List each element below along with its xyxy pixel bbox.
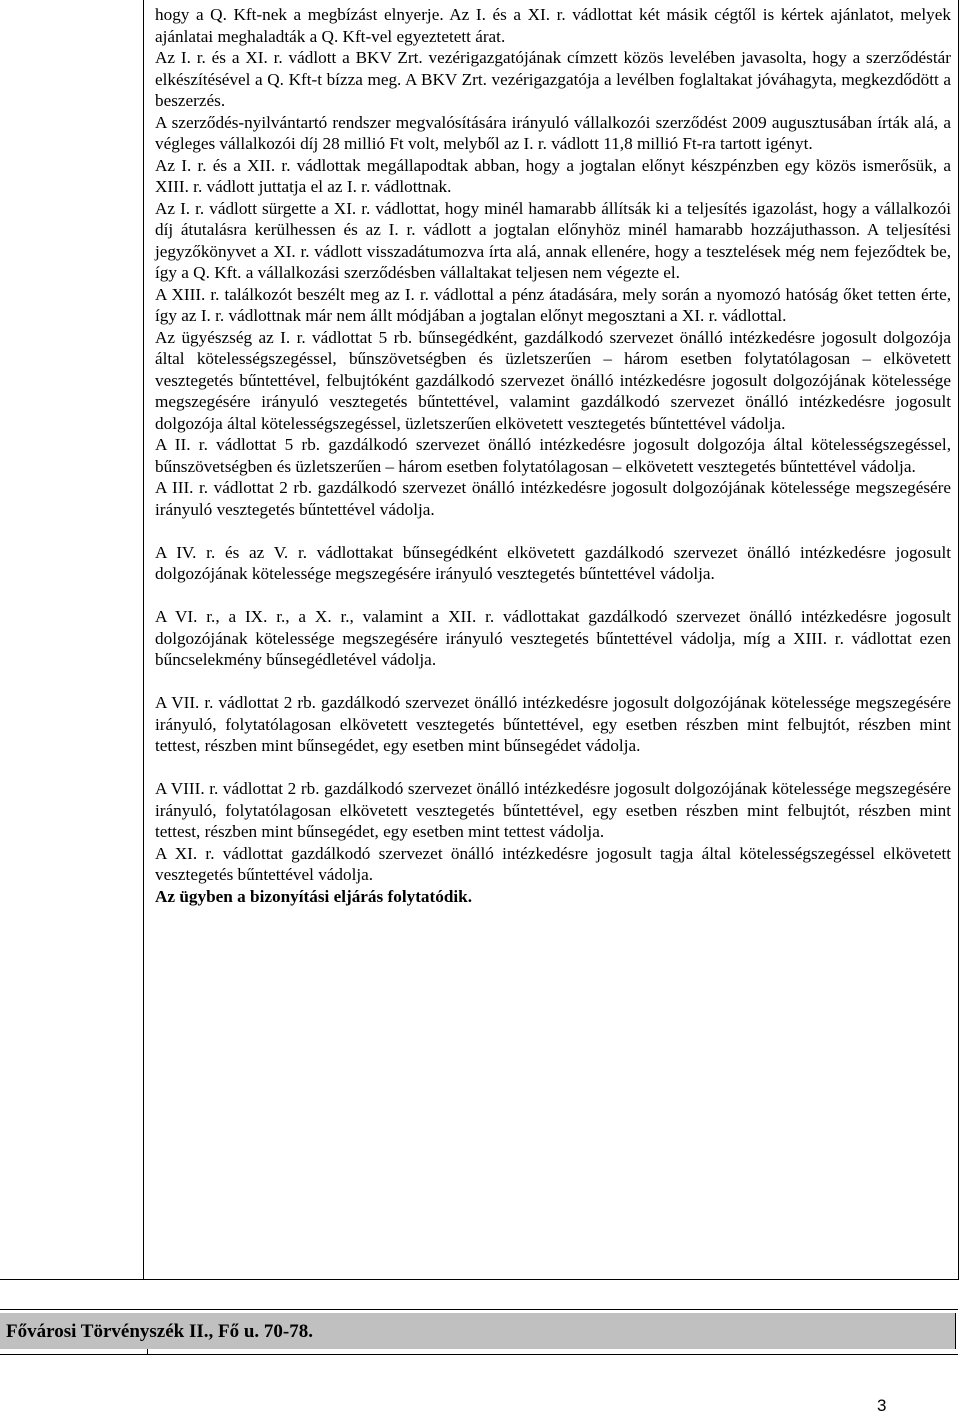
paragraph: A szerződés-nyilvántartó rendszer megvalósítására irányuló vállalkozói szerződést 2009 augusztusában írták alá, a végleges vállalkozói díj 28 millió Ft volt, melyből az I. r. vádlott 11,8 millió Ft-ra tartott igényt. xyxy=(155,112,951,153)
court-address: Fővárosi Törvényszék II., Fő u. 70-78. xyxy=(6,1321,313,1342)
paragraph: A XI. r. vádlottat gazdálkodó szervezet önálló intézkedésre jogosult tagja által kötelességszegéssel elkövetett vesztegetés bűntettével vádolja. xyxy=(155,843,951,884)
paragraph: A VI. r., a IX. r., a X. r., valamint a XII. r. vádlottakat gazdálkodó szervezet önálló intézkedésre jogosult dolgozójának kötelessége megszegésére irányuló vesztegetés bűntettével vádolja, míg a XIII. r. vádlottat ezen bűncselekmény bűnsegédletével vádolja. xyxy=(155,607,951,669)
paragraph: Az I. r. vádlott sürgette a XI. r. vádlottat, hogy minél hamarabb állítsák ki a teljesítés igazolást, hogy a vállalkozói díj átutalásra kerülhessen és az I. r. vádlott a jogtalan előnyhöz minél hamarabb hozzájuthasson. A teljesítési jegyzőkönyvet a XI. r. vádlott visszadátumozva írta alá, annak ellenére, hogy a tesztelések még nem fejeződtek be, így a Q. Kft. a vállalkozási szerződésben vállaltakat teljesen nem végezte el. xyxy=(155,198,951,282)
paragraph: A VII. r. vádlottat 2 rb. gazdálkodó szervezet önálló intézkedésre jogosult dolgozójának kötelessége megszegésére irányuló, folytatólagosan elkövetett vesztegetés bűntettével, egy esetben részben mint felbujtót, részben mint tettest, részben mint bűnsegédet, egy esetben mint bűnsegédet vádolja. xyxy=(155,693,951,755)
paragraph: A III. r. vádlottat 2 rb. gazdálkodó szervezet önálló intézkedésre jogosult dolgozójának kötelessége megszegésére irányuló vesztegetés bűntettével vádolja. xyxy=(155,478,951,519)
paragraph: A VIII. r. vádlottat 2 rb. gazdálkodó szervezet önálló intézkedésre jogosult dolgozójának kötelessége megszegésére irányuló, folytatólagosan elkövetett vesztegetés bűntettével, egy esetben részben mint felbujtót, részben mint tettest, részben mint bűnsegédet, egy esetben mint tettest vádolja. xyxy=(155,779,951,841)
paragraph: A II. r. vádlottat 5 rb. gazdálkodó szervezet önálló intézkedésre jogosult dolgozója által kötelességszegéssel, bűnszövetségben és üzletszerűen – három esetben folytatólagosan – elkövetett vesztegetés bűntettével vádolja. xyxy=(155,435,951,476)
paragraph: A XIII. r. találkozót beszélt meg az I. r. vádlottal a pénz átadására, mely során a nyomozó hatóság őket tetten érte, így az I. r. vádlottnak már nem állt módjában a jogtalan előnyt megosztani a XI. r. vádlottal. xyxy=(155,284,951,325)
paragraph: Az ügyészség az I. r. vádlottat 5 rb. bűnsegédként, gazdálkodó szervezet önálló intézkedésre jogosult dolgozója által kötelességszegéssel, bűnszövetségben és üzletszerűen – három esetben folytatólagosan – elkövetett vesztegetés bűntettével, felbujtóként gazdálkodó szervezet önálló intézkedésre jogosult dolgozójának kötelessége megszegésére irányuló vesztegetés bűntettével, valamint gazdálkodó szervezet önálló intézkedésre jogosult dolgozója által kötelességszegéssel, üzletszerűen elkövetett vesztegetés bűntettével vádolja. xyxy=(155,327,951,433)
paragraph: A IV. r. és az V. r. vádlottakat bűnsegédként elkövetett gazdálkodó szervezet önálló intézkedésre jogosult dolgozójának kötelessége megszegésére irányuló vesztegetés bűntettével vádolja. xyxy=(155,542,951,583)
paragraph: Az I. r. és a XI. r. vádlott a BKV Zrt. vezérigazgatójának címzett közös levelében javasolta, hogy a szerződéstár elkészítésével a Q. Kft-t bízza meg. A BKV Zrt. vezérigazgatója a levélben foglaltakat jóváhagyta, megkezdődött a beszerzés. xyxy=(155,48,951,110)
paragraph: Az I. r. és a XII. r. vádlottak megállapodtak abban, hogy a jogtalan előnyt készpénzben egy közös ismerősük, a XIII. r. vádlott juttatja el az I. r. vádlottnak. xyxy=(155,155,951,196)
footer-divider-tick xyxy=(147,1349,148,1355)
closing-statement: Az ügyben a bizonyítási eljárás folytatódik. xyxy=(155,886,473,906)
paragraph: hogy a Q. Kft-nek a megbízást elnyerje. Az I. és a XI. r. vádlottat két másik cégtől is kértek ajánlatot, melyek ajánlatai meghaladták a Q. Kft-vel egyeztetett árat. xyxy=(155,5,951,46)
table-column-divider xyxy=(143,0,144,1279)
document-body xyxy=(155,4,951,907)
page-number: 3 xyxy=(877,1396,887,1415)
